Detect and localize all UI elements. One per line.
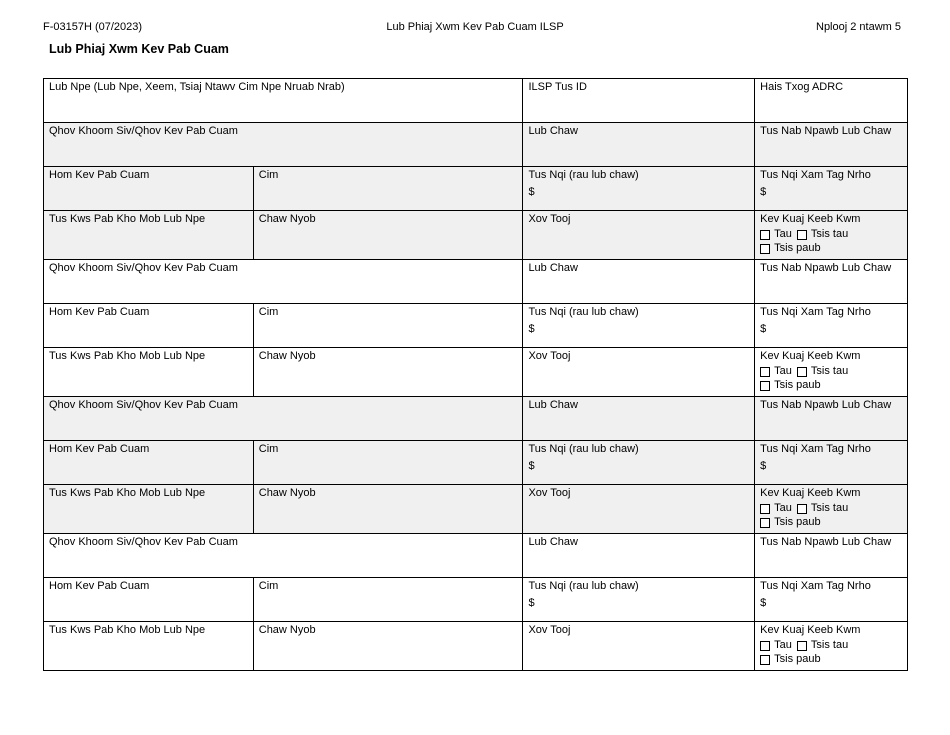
org-name-field[interactable] — [523, 123, 755, 167]
adrc-region-field[interactable] — [755, 79, 908, 123]
location-label: Chaw Nyob — [258, 213, 316, 225]
service-type-label: Hom Kev Pab Cuam — [49, 169, 150, 181]
service-type-field[interactable] — [44, 441, 254, 485]
yes-checkbox[interactable] — [760, 504, 770, 514]
monthly-cost-symbol: $ — [760, 597, 767, 609]
frequency-label: Xov Tooj — [528, 624, 571, 636]
unknown-checkbox[interactable] — [760, 655, 770, 665]
frequency-field[interactable] — [523, 211, 755, 260]
location-field[interactable] — [254, 485, 524, 534]
no-checkbox[interactable] — [797, 367, 807, 377]
org-phone-field[interactable] — [755, 123, 908, 167]
monthly-cost-label: Tus Nqi Xam Tag Nrho — [760, 169, 871, 181]
approval-label: Kev Kuaj Keeb Kwm — [760, 487, 861, 499]
org-phone-label: Tus Nab Npawb Lub Chaw — [760, 536, 892, 548]
form-title: Lub Phiaj Xwm Kev Pab Cuam ILSP — [386, 21, 564, 33]
responsible-label: Tus Kws Pab Kho Mob Lub Npe — [49, 624, 206, 636]
cost-symbol: $ — [528, 460, 535, 472]
provider-label: Qhov Khoom Siv/Qhov Kev Pab Cuam — [49, 399, 238, 411]
frequency-label: Xov Tooj — [528, 350, 571, 362]
yes-checkbox[interactable] — [760, 230, 770, 240]
no-label: Tsis tau — [810, 639, 849, 651]
location-label: Chaw Nyob — [258, 487, 316, 499]
provider-row — [43, 534, 908, 578]
ilsp-id-label: ILSP Tus ID — [528, 81, 587, 93]
monthly-cost-field[interactable] — [755, 578, 908, 622]
monthly-cost-symbol: $ — [760, 186, 767, 198]
org-name-field[interactable] — [523, 534, 755, 578]
page-number: Nplooj 2 ntawm 5 — [816, 21, 901, 33]
provider-label: Qhov Khoom Siv/Qhov Kev Pab Cuam — [49, 536, 238, 548]
responsible-label: Tus Kws Pab Kho Mob Lub Npe — [49, 487, 206, 499]
approval-label: Kev Kuaj Keeb Kwm — [760, 624, 861, 636]
no-checkbox[interactable] — [797, 641, 807, 651]
service-type-row — [43, 304, 908, 348]
org-phone-field[interactable] — [755, 260, 908, 304]
frequency-field[interactable] — [523, 622, 755, 671]
cost-symbol: $ — [528, 597, 535, 609]
approval-options-line — [760, 639, 902, 652]
approval-label: Kev Kuaj Keeb Kwm — [760, 350, 861, 362]
name-label: Lub Npe (Lub Npe, Xeem, Tsiaj Ntawv Cim Npe Nruab Nrab) — [49, 81, 345, 93]
location-label: Chaw Nyob — [258, 624, 316, 636]
yes-label: Tau — [774, 228, 792, 240]
provider-field[interactable] — [44, 123, 523, 167]
service-type-label: Hom Kev Pab Cuam — [49, 306, 150, 318]
service-type-row — [43, 441, 908, 485]
unknown-checkbox[interactable] — [760, 518, 770, 528]
unit-field[interactable] — [254, 578, 524, 622]
org-name-field[interactable] — [523, 260, 755, 304]
approval-unknown-line — [760, 516, 902, 529]
name-field[interactable] — [44, 79, 523, 123]
cost-label: Tus Nqi (rau lub chaw) — [528, 580, 639, 592]
location-field[interactable] — [254, 348, 524, 397]
yes-checkbox[interactable] — [760, 367, 770, 377]
org-name-label: Lub Chaw — [528, 536, 578, 548]
unknown-checkbox[interactable] — [760, 244, 770, 254]
yes-label: Tau — [774, 502, 792, 514]
org-phone-field[interactable] — [755, 397, 908, 441]
approval-options-line — [760, 502, 902, 515]
no-label: Tsis tau — [810, 502, 849, 514]
service-type-row — [43, 167, 908, 211]
unknown-checkbox[interactable] — [760, 381, 770, 391]
cost-symbol: $ — [528, 186, 535, 198]
org-phone-field[interactable] — [755, 534, 908, 578]
monthly-cost-field[interactable] — [755, 167, 908, 211]
monthly-cost-field[interactable] — [755, 304, 908, 348]
form-number: F-03157H (07/2023) — [43, 21, 143, 33]
unknown-label: Tsis paub — [774, 242, 821, 254]
approval-unknown-line — [760, 653, 902, 666]
monthly-cost-symbol: $ — [760, 323, 767, 335]
frequency-field[interactable] — [523, 485, 755, 534]
no-checkbox[interactable] — [797, 230, 807, 240]
service-type-field[interactable] — [44, 578, 254, 622]
monthly-cost-label: Tus Nqi Xam Tag Nrho — [760, 580, 871, 592]
monthly-cost-label: Tus Nqi Xam Tag Nrho — [760, 306, 871, 318]
unit-label: Cim — [258, 169, 279, 181]
frequency-label: Xov Tooj — [528, 487, 571, 499]
responsible-row — [43, 211, 908, 260]
approval-field — [755, 348, 908, 397]
service-type-row — [43, 578, 908, 622]
approval-field — [755, 622, 908, 671]
service-type-field[interactable] — [44, 304, 254, 348]
service-type-field[interactable] — [44, 167, 254, 211]
location-field[interactable] — [254, 622, 524, 671]
no-label: Tsis tau — [810, 228, 849, 240]
location-label: Chaw Nyob — [258, 350, 316, 362]
approval-field — [755, 211, 908, 260]
unit-field[interactable] — [254, 304, 524, 348]
service-plan-table — [43, 78, 908, 671]
cost-label: Tus Nqi (rau lub chaw) — [528, 306, 639, 318]
name-row — [43, 78, 908, 123]
org-name-label: Lub Chaw — [528, 262, 578, 274]
org-phone-label: Tus Nab Npawb Lub Chaw — [760, 262, 892, 274]
frequency-label: Xov Tooj — [528, 213, 571, 225]
location-field[interactable] — [254, 211, 524, 260]
unknown-label: Tsis paub — [774, 516, 821, 528]
section-title: Lub Phiaj Xwm Kev Pab Cuam — [49, 42, 229, 56]
approval-unknown-line — [760, 379, 902, 392]
no-label: Tsis tau — [810, 365, 849, 377]
org-name-label: Lub Chaw — [528, 125, 578, 137]
provider-row — [43, 123, 908, 167]
responsible-label: Tus Kws Pab Kho Mob Lub Npe — [49, 350, 206, 362]
unit-label: Cim — [258, 306, 279, 318]
yes-label: Tau — [774, 365, 792, 377]
approval-options-line — [760, 365, 902, 378]
no-checkbox[interactable] — [797, 504, 807, 514]
org-phone-label: Tus Nab Npawb Lub Chaw — [760, 399, 892, 411]
org-name-field[interactable] — [523, 397, 755, 441]
org-phone-label: Tus Nab Npawb Lub Chaw — [760, 125, 892, 137]
responsible-row — [43, 622, 908, 671]
service-type-label: Hom Kev Pab Cuam — [49, 580, 150, 592]
responsible-row — [43, 485, 908, 534]
approval-field — [755, 485, 908, 534]
provider-row — [43, 260, 908, 304]
cost-label: Tus Nqi (rau lub chaw) — [528, 443, 639, 455]
cost-field[interactable] — [523, 578, 755, 622]
responsible-field[interactable] — [44, 348, 254, 397]
provider-field[interactable] — [44, 534, 523, 578]
unknown-label: Tsis paub — [774, 379, 821, 391]
cost-field[interactable] — [523, 304, 755, 348]
org-name-label: Lub Chaw — [528, 399, 578, 411]
yes-label: Tau — [774, 639, 792, 651]
service-type-label: Hom Kev Pab Cuam — [49, 443, 150, 455]
cost-symbol: $ — [528, 323, 535, 335]
responsible-label: Tus Kws Pab Kho Mob Lub Npe — [49, 213, 206, 225]
ilsp-id-field[interactable] — [523, 79, 755, 123]
unit-field[interactable] — [254, 441, 524, 485]
approval-options-line — [760, 228, 902, 241]
adrc-region-label: Hais Txog ADRC — [760, 81, 844, 93]
approval-label: Kev Kuaj Keeb Kwm — [760, 213, 861, 225]
unit-label: Cim — [258, 580, 279, 592]
cost-field[interactable] — [523, 441, 755, 485]
provider-row — [43, 397, 908, 441]
provider-label: Qhov Khoom Siv/Qhov Kev Pab Cuam — [49, 125, 238, 137]
provider-field[interactable] — [44, 260, 523, 304]
responsible-field[interactable] — [44, 622, 254, 671]
responsible-field[interactable] — [44, 485, 254, 534]
yes-checkbox[interactable] — [760, 641, 770, 651]
frequency-field[interactable] — [523, 348, 755, 397]
monthly-cost-symbol: $ — [760, 460, 767, 472]
unit-label: Cim — [258, 443, 279, 455]
monthly-cost-field[interactable] — [755, 441, 908, 485]
cost-label: Tus Nqi (rau lub chaw) — [528, 169, 639, 181]
unknown-label: Tsis paub — [774, 653, 821, 665]
service-blocks — [43, 123, 908, 671]
responsible-row — [43, 348, 908, 397]
provider-field[interactable] — [44, 397, 523, 441]
approval-unknown-line — [760, 242, 902, 255]
unit-field[interactable] — [254, 167, 524, 211]
monthly-cost-label: Tus Nqi Xam Tag Nrho — [760, 443, 871, 455]
responsible-field[interactable] — [44, 211, 254, 260]
provider-label: Qhov Khoom Siv/Qhov Kev Pab Cuam — [49, 262, 238, 274]
cost-field[interactable] — [523, 167, 755, 211]
